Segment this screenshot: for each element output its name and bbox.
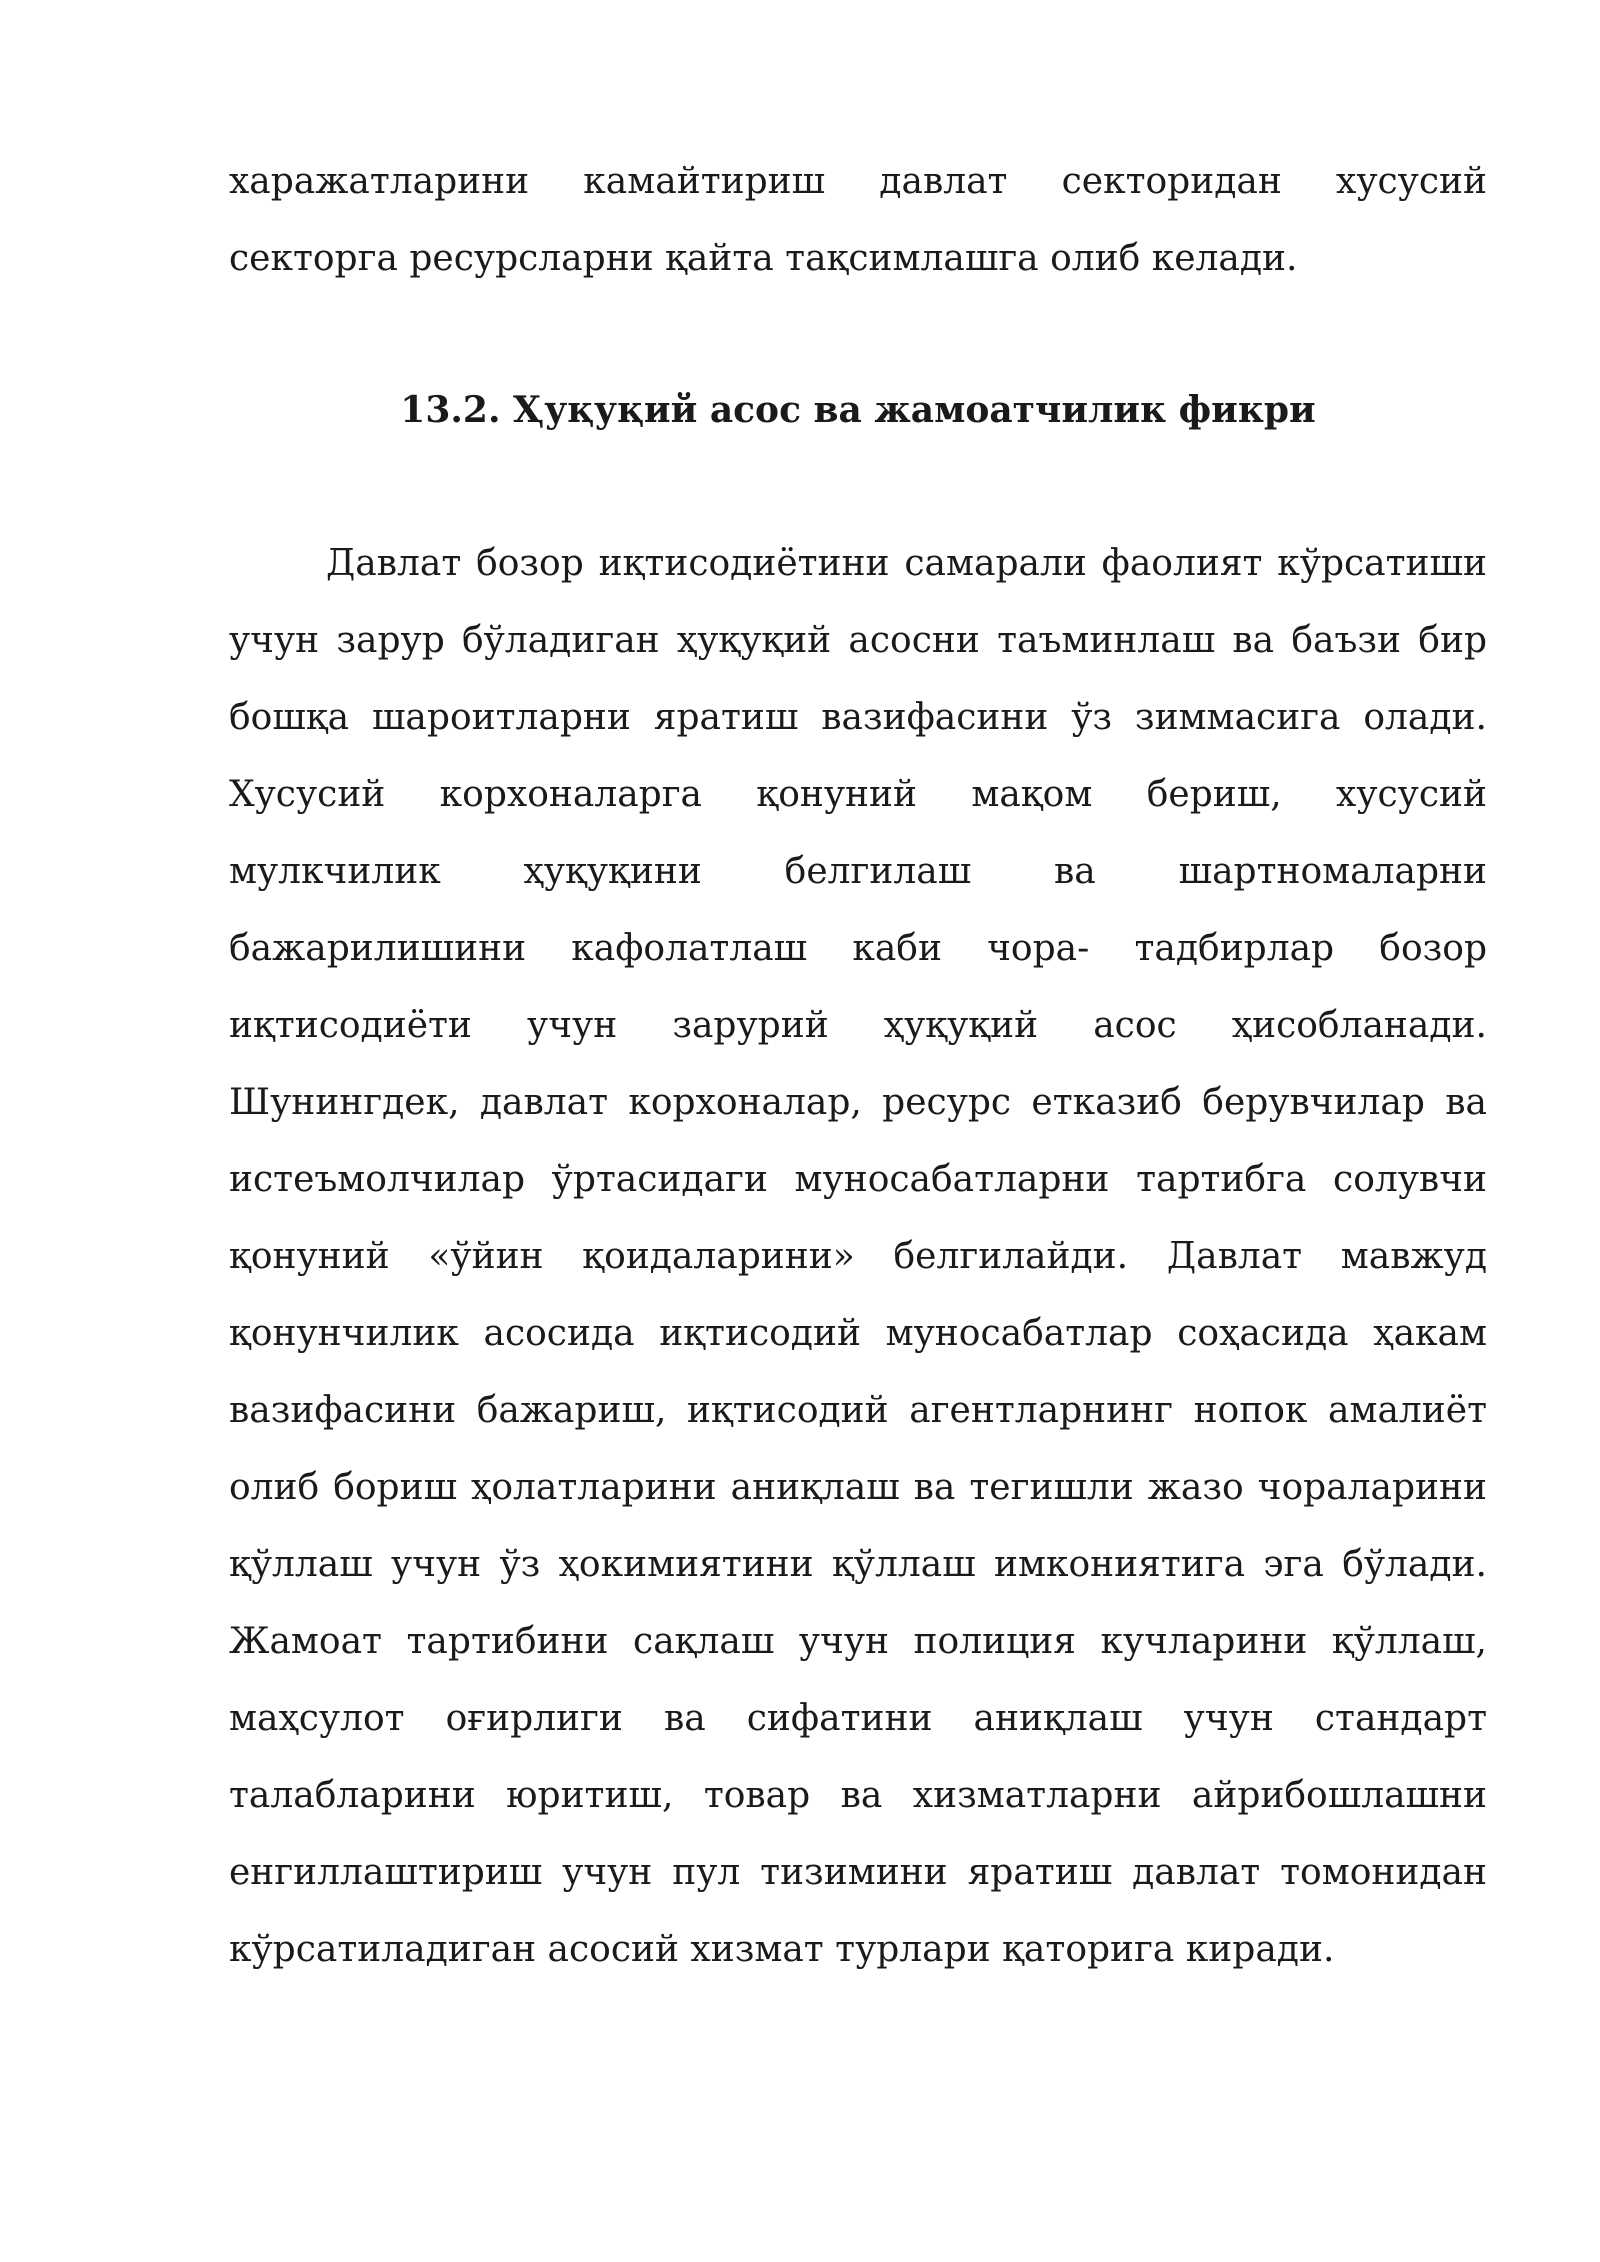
section-heading: 13.2. Ҳуқуқий асос ва жамоатчилик фикри [400,389,1316,431]
body-paragraph: Давлат бозор иқтисодиётини самарали фаолият кўрсатиши учун зарур бўладиган ҳуқуқий асосни таъминлаш ва баъзи бир бошқа шароитларни яратиш вазифасини ўз зиммасига олади. Хусусий корхоналарга қонуний мақом бериш, хусусий мулкчилик ҳуқуқини белгилаш ва шартномаларни бажарилишини кафолатлаш каби чора- тадбирлар бозор иқтисодиёти учун зарурий ҳуқуқий асос ҳисобланади. Шунингдек, давлат корхоналар, ресурс етказиб берувчилар ва истеъмолчилар ўртасидаги муносабатларни тартибга солувчи қонуний «ўйин қоидаларини» белгилайди. Давлат мавжуд қонунчилик асосида иқтисодий муносабатлар соҳасида ҳакам вазифасини бажариш, иқтисодий агентларнинг нопок амалиёт олиб бориш ҳолатларини аниқлаш ва тегишли жазо чораларини қўллаш учун ўз ҳокимиятини қўллаш имкониятига эга бўлади. Жамоат тартибини сақлаш учун полиция кучларини қўллаш, маҳсулот оғирлиги ва сифатини аниқлаш учун стандарт талабларини юритиш, товар ва хизматларни айрибошлашни енгиллаштириш учун пул тизимини яратиш давлат томонидан кўрсатиладиган асосий хизмат турлари қаторига киради. [229,543,1487,1970]
continuation-paragraph: харажатларини камайтириш давлат секторидан хусусий секторга ресурсларни қайта тақсимлашга олиб келади. [229,161,1487,279]
